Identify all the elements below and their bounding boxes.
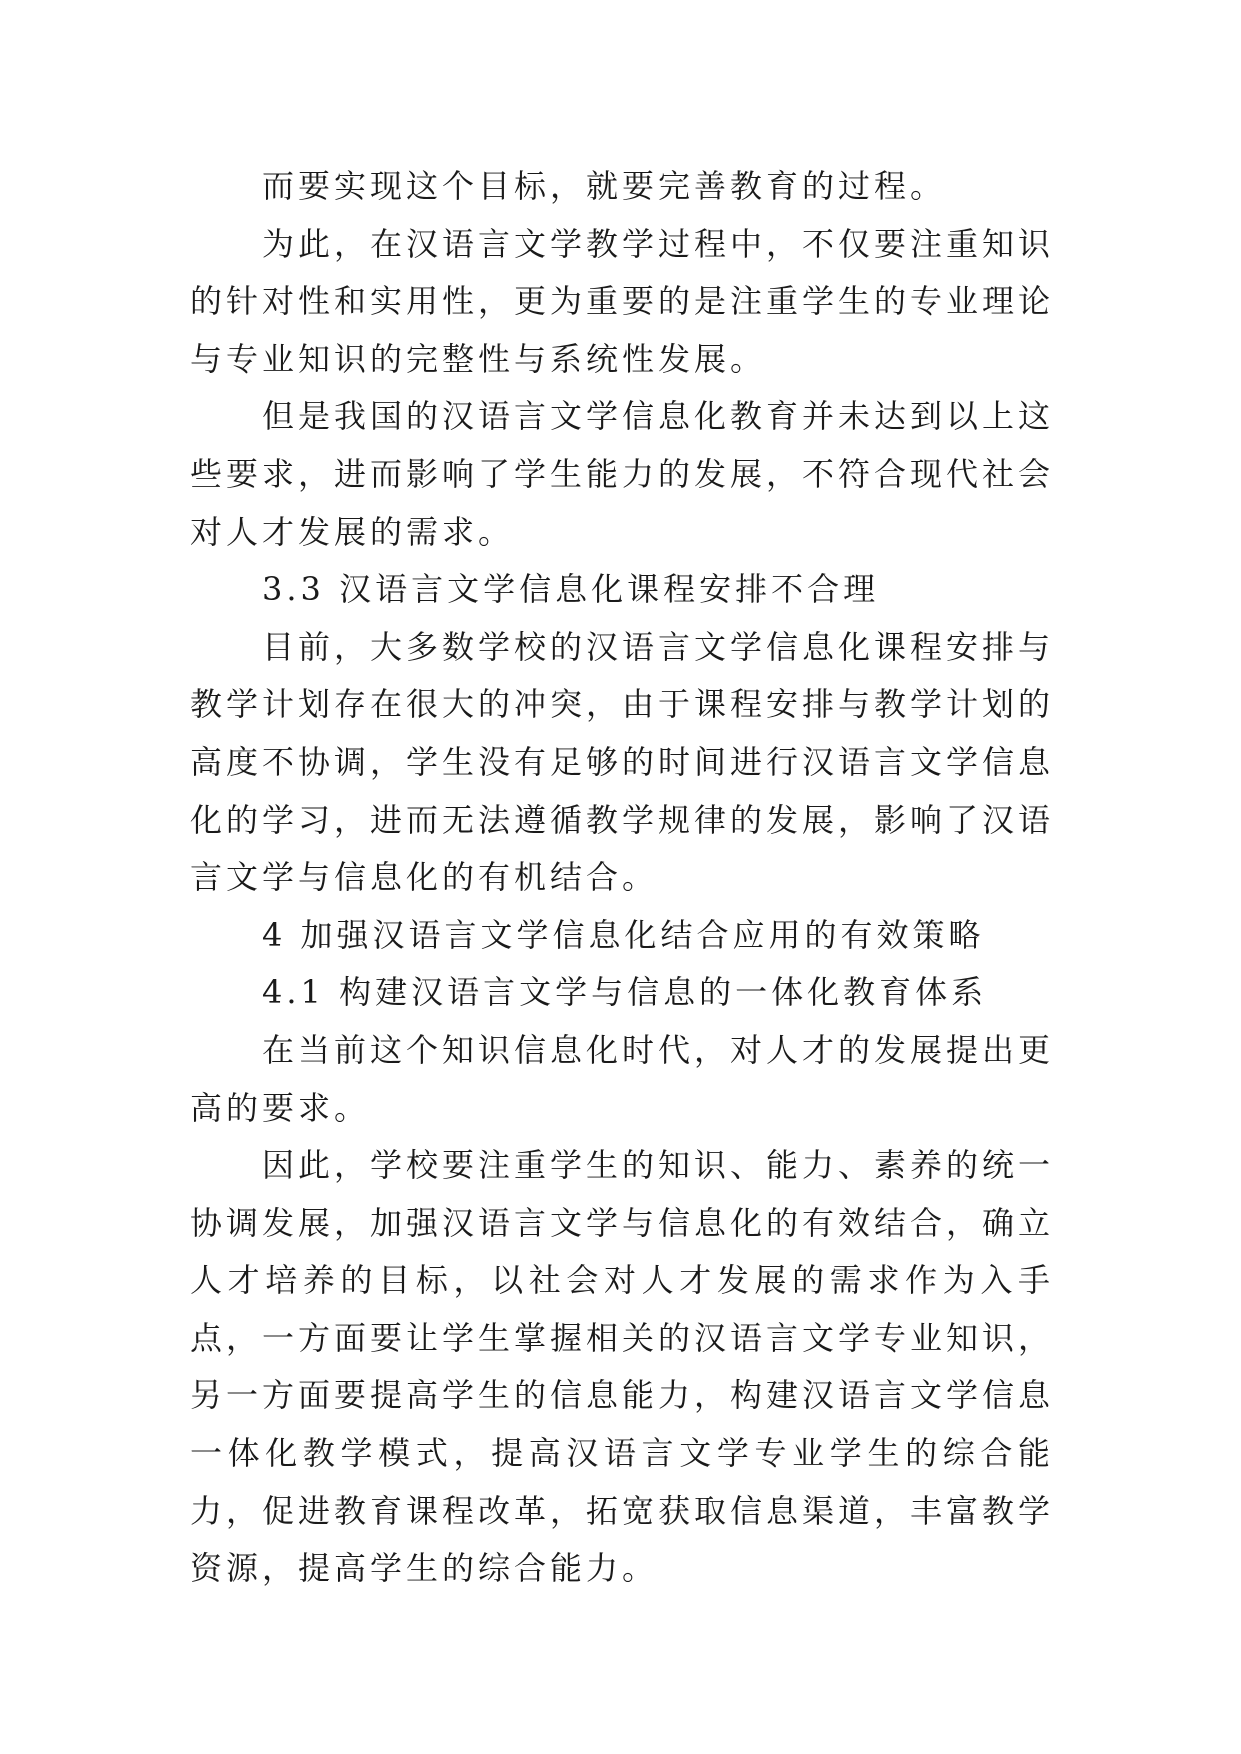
paragraph-integrated-strategy: 因此，学校要注重学生的知识、能力、素养的统一协调发展，加强汉语言文学与信息化的有效结合，确立人才培养的目标，以社会对人才发展的需求作为入手点，一方面要让学生掌握相关的汉语言文学专业知识，另一方面要提高学生的信息能力，构建汉语言文学信息一体化教学模式，提高汉语言文学专业学生的综合能力，促进教育课程改革，拓宽获取信息渠道，丰富教学资源，提高学生的综合能力。 bbox=[190, 1146, 1055, 1588]
section-heading-3-3: 3.3 汉语言文学信息化课程安排不合理 bbox=[262, 570, 880, 609]
paragraph-requirements-gap: 但是我国的汉语言文学信息化教育并未达到以上这些要求，进而影响了学生能力的发展，不符合现代社会对人才发展的需求。 bbox=[190, 397, 1055, 551]
section-heading-4-1: 4.1 构建汉语言文学与信息的一体化教育体系 bbox=[262, 973, 988, 1012]
document-body bbox=[190, 158, 1054, 1598]
section-heading-4: 4 加强汉语言文学信息化结合应用的有效策略 bbox=[262, 915, 985, 954]
paragraph-knowledge-focus: 为此，在汉语言文学教学过程中，不仅要注重知识的针对性和实用性，更为重要的是注重学生的专业理论与专业知识的完整性与系统性发展。 bbox=[190, 224, 1055, 378]
paragraph-information-era: 在当前这个知识信息化时代，对人才的发展提出更高的要求。 bbox=[190, 1030, 1055, 1127]
paragraph-curriculum-conflict: 目前，大多数学校的汉语言文学信息化课程安排与教学计划存在很大的冲突，由于课程安排与教学计划的高度不协调，学生没有足够的时间进行汉语言文学信息化的学习，进而无法遵循教学规律的发展，影响了汉语言文学与信息化的有机结合。 bbox=[190, 627, 1055, 897]
paragraph-goal-process: 而要实现这个目标，就要完善教育的过程。 bbox=[262, 167, 947, 205]
